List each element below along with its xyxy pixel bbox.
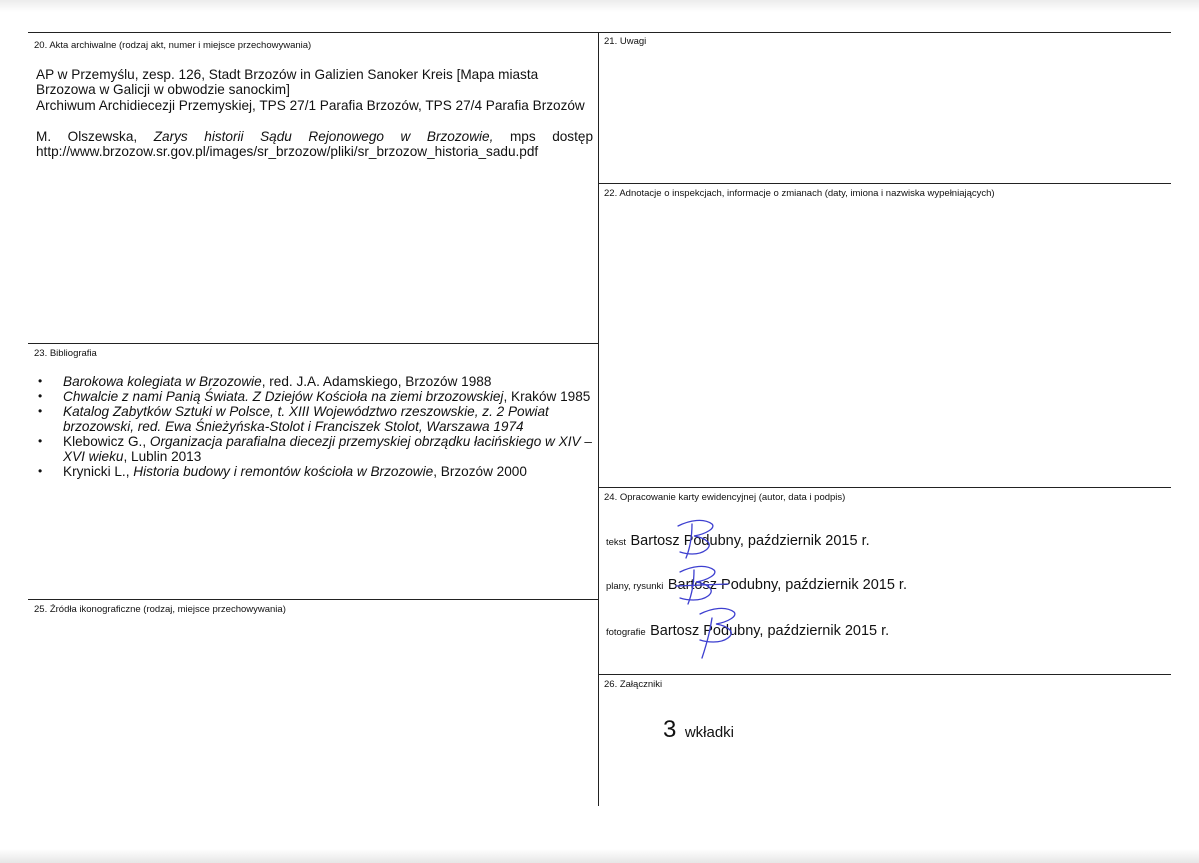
author-role: plany, rysunki xyxy=(606,581,664,592)
center-divider xyxy=(598,32,599,806)
attachments-unit: wkładki xyxy=(684,724,734,741)
signature-mark xyxy=(690,604,742,660)
bibliography-list xyxy=(38,374,593,479)
archival-record-3-rest: mps dostęp http://www.brzozow.sr.gov.pl/images/sr_brzozow/pliki/sr_brzozow_historia_sadu.pdf xyxy=(36,129,594,159)
section-21-label: 21. Uwagi xyxy=(604,36,647,47)
bibliography-item: • Krynicki L., Historia budowy i remontów kościoła w Brzozowie, Brzozów 2000 xyxy=(38,464,593,479)
attachments-count xyxy=(663,716,734,744)
rule-24-26 xyxy=(598,674,1171,675)
top-rule xyxy=(28,32,1171,33)
rule-21-22 xyxy=(598,183,1171,184)
bibliography-item: • Barokowa kolegiata w Brzozowie, red. J.A. Adamskiego, Brzozów 1988 xyxy=(38,374,593,389)
author-credit: Bartosz Podubny, październik 2015 r. xyxy=(630,533,870,549)
section-20-label: 20. Akta archiwalne (rodzaj akt, numer i miejsce przechowywania) xyxy=(34,40,312,51)
bibliography-item: • Katalog Zabytków Sztuki w Polsce, t. XIII Województwo rzeszowskie, z. 2 Powiat brzozowski, red. Ewa Śnieżyńska-Stolot i Franciszek Stolot, Warszawa 1974 xyxy=(38,404,593,434)
attachments-number: 3 xyxy=(663,716,677,743)
author-role: tekst xyxy=(606,537,627,548)
rule-20-23 xyxy=(28,343,598,344)
author-credit: Bartosz Podubny, październik 2015 r. xyxy=(650,623,890,639)
archival-record-2: Archiwum Archidiecezji Przemyskiej, TPS 27/1 Parafia Brzozów, TPS 27/4 Parafia Brzozów xyxy=(36,98,585,113)
bibliography-item: • Chwalcie z nami Panią Świata. Z Dziejów Kościoła na ziemi brzozowskiej, Kraków 1985 xyxy=(38,389,593,404)
signature-mark xyxy=(672,560,732,606)
archival-record-1: AP w Przemyślu, zesp. 126, Stadt Brzozów in Galizien Sanoker Kreis [Mapa miasta Brzozowa w Galicji w obwodzie sanockim] xyxy=(36,67,539,97)
author-row-text xyxy=(606,532,870,550)
rule-22-24 xyxy=(598,487,1171,488)
archival-record-3-title: Zarys historii Sądu Rejonowego w Brzozowie, xyxy=(153,129,494,144)
section-24-label: 24. Opracowanie karty ewidencyjnej (autor, data i podpis) xyxy=(604,492,846,503)
author-row-photos xyxy=(606,622,889,640)
scan-top-edge xyxy=(0,0,1199,12)
scan-bottom-edge xyxy=(0,849,1199,863)
bibliography-item: • Klebowicz G., Organizacja parafialna diecezji przemyskiej obrządku łacińskiego w XIV – XVI wieku, Lublin 2013 xyxy=(38,434,593,464)
archival-record-3-author: M. Olszewska, xyxy=(36,129,138,144)
author-row-drawings xyxy=(606,576,907,594)
archival-record-3 xyxy=(36,129,593,159)
section-22-label: 22. Adnotacje o inspekcjach, informacje o zmianach (daty, imiona i nazwiska wypełniających) xyxy=(604,188,995,199)
author-credit: Bartosz Podubny, październik 2015 r. xyxy=(667,577,907,593)
section-26-label: 26. Załączniki xyxy=(604,679,663,690)
section-23-label: 23. Bibliografia xyxy=(34,348,97,359)
signature-mark xyxy=(672,516,722,560)
section-25-label: 25. Źródła ikonograficzne (rodzaj, miejsce przechowywania) xyxy=(34,604,286,615)
author-role: fotografie xyxy=(606,627,646,638)
rule-23-25 xyxy=(28,599,598,600)
